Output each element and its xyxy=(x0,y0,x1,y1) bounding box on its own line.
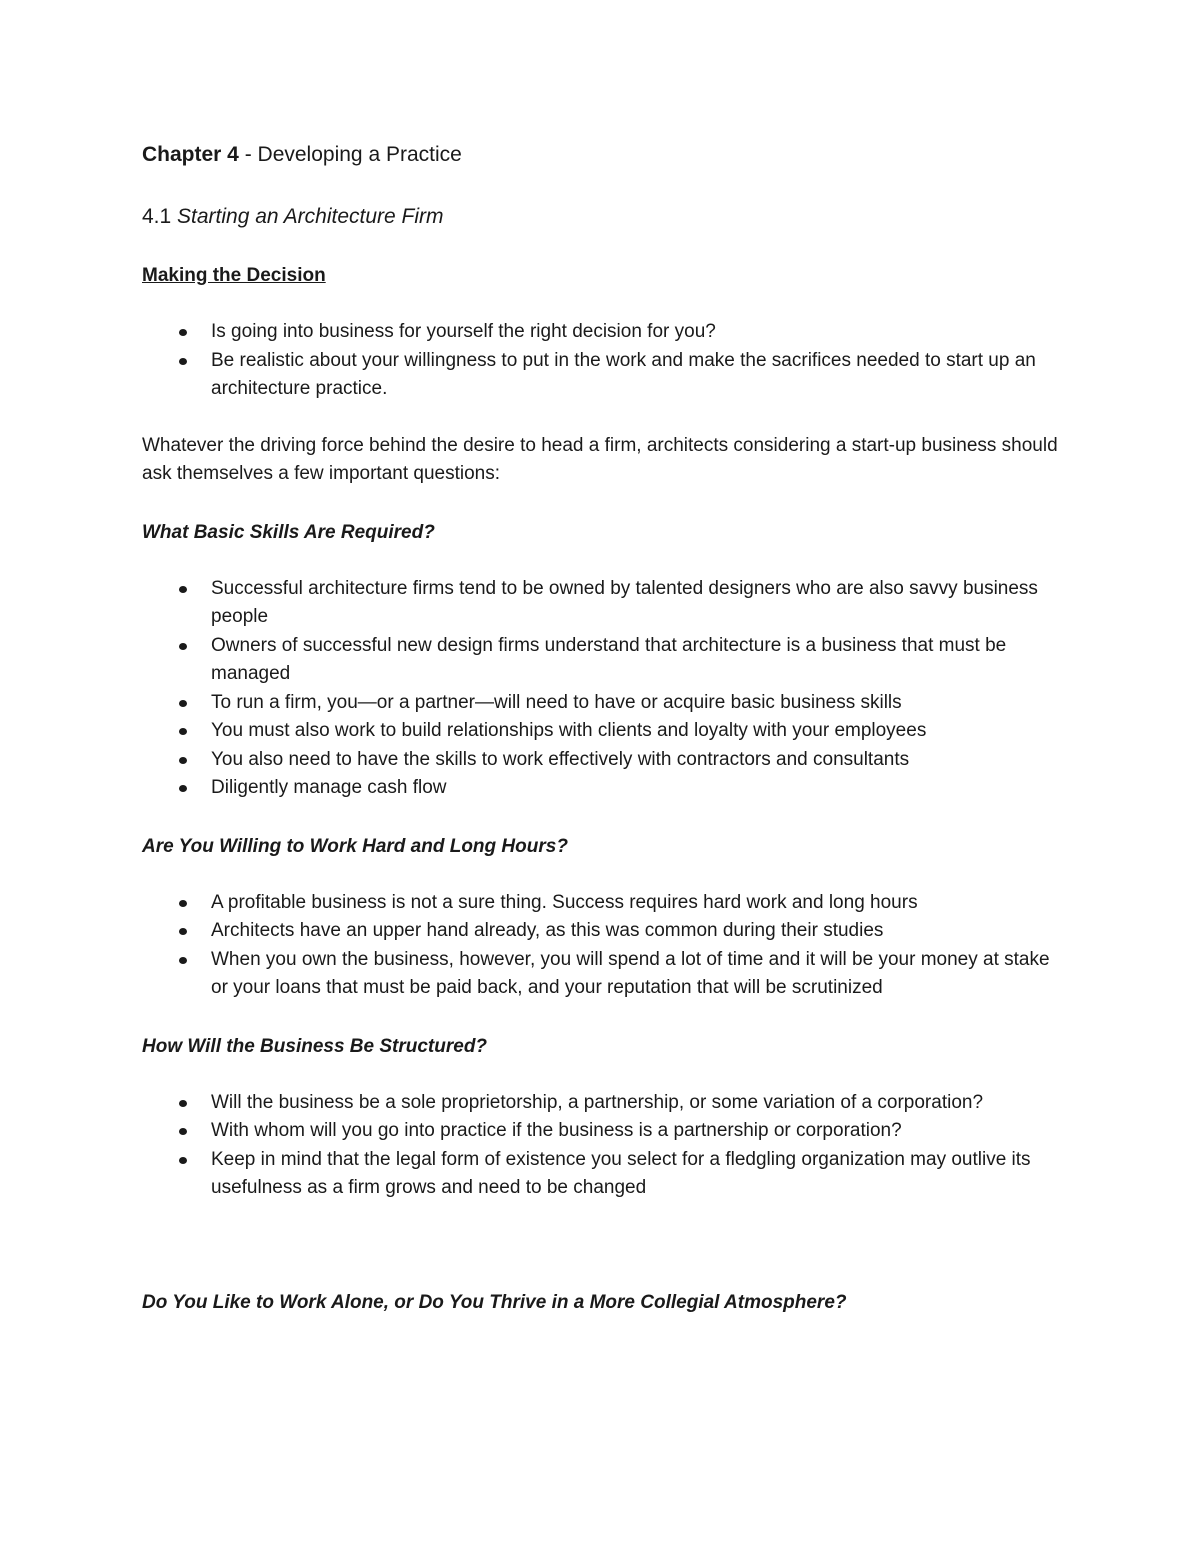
list-item xyxy=(142,689,1062,718)
list-item-text: Will the business be a sole proprietorship, a partnership, or some variation of a corporation? xyxy=(211,1091,984,1113)
heading-work-alone: Do You Like to Work Alone, or Do You Thrive in a More Collegial Atmosphere? xyxy=(142,1291,847,1313)
list-item xyxy=(142,1089,1062,1118)
list-item xyxy=(142,774,1062,803)
intro-paragraph: Whatever the driving force behind the desire to head a firm, architects considering a start-up business should ask themselves a few important questions: xyxy=(142,434,1058,484)
heading-work-hard: Are You Willing to Work Hard and Long Hours? xyxy=(142,835,568,857)
list-item-text: Be realistic about your willingness to put in the work and make the sacrifices needed to start up an architecture practice. xyxy=(211,349,1036,399)
bullet-icon xyxy=(179,1128,187,1135)
list-item xyxy=(142,946,1062,1003)
list-item xyxy=(142,889,1062,918)
bullet-icon xyxy=(179,785,187,792)
bullet-list-basic-skills xyxy=(142,575,1062,803)
list-item-text: Is going into business for yourself the right decision for you? xyxy=(211,321,716,342)
bullet-icon xyxy=(179,1100,187,1107)
list-item xyxy=(142,347,1062,404)
bullet-icon xyxy=(179,643,187,650)
chapter-title xyxy=(142,138,1062,172)
bullet-list-making-decision xyxy=(142,318,1062,404)
chapter-separator: - xyxy=(238,143,258,166)
bullet-list-structure xyxy=(142,1089,1062,1203)
list-item xyxy=(142,746,1062,775)
bullet-icon xyxy=(179,728,187,735)
section-title xyxy=(142,200,1062,234)
heading-structure: How Will the Business Be Structured? xyxy=(142,1035,488,1057)
list-item-text: Architects have an upper hand already, as this was common during their studies xyxy=(211,920,884,941)
list-item xyxy=(142,917,1062,946)
section-name: Starting an Architecture Firm xyxy=(177,205,444,228)
list-item-text: Diligently manage cash flow xyxy=(211,777,447,798)
list-item-text: With whom will you go into practice if the business is a partnership or corporation? xyxy=(211,1120,902,1141)
list-item-text: To run a firm, you—or a partner—will need to have or acquire basic business skills xyxy=(211,691,902,713)
bullet-list-work-hard xyxy=(142,889,1062,1003)
chapter-name: Developing a Practice xyxy=(257,143,462,166)
list-item xyxy=(142,1146,1062,1203)
bullet-icon xyxy=(179,957,187,964)
list-item-text: Keep in mind that the legal form of existence you select for a fledgling organization may outlive its usefulness as a firm grows and need to be changed xyxy=(211,1148,1031,1198)
document-page xyxy=(142,138,1062,1317)
list-item xyxy=(142,717,1062,746)
list-item-text: You also need to have the skills to work effectively with contractors and consultants xyxy=(211,748,910,770)
heading-making-decision: Making the Decision xyxy=(142,265,326,286)
bullet-icon xyxy=(179,900,187,907)
list-item-text: When you own the business, however, you will spend a lot of time and it will be your money at stake or your loans that must be paid back, and your reputation that will be scrutinized xyxy=(211,948,1050,998)
section-number: 4.1 xyxy=(142,205,178,228)
list-item-text: You must also work to build relationships with clients and loyalty with your employees xyxy=(211,720,927,741)
bullet-icon xyxy=(179,700,187,707)
list-item xyxy=(142,632,1062,689)
list-item-text: Owners of successful new design firms understand that architecture is a business that must be managed xyxy=(211,634,1007,684)
bullet-icon xyxy=(179,586,187,593)
list-item-text: A profitable business is not a sure thing. Success requires hard work and long hours xyxy=(211,891,918,913)
bullet-icon xyxy=(179,329,187,336)
bullet-icon xyxy=(179,757,187,764)
list-item xyxy=(142,318,1062,347)
bullet-icon xyxy=(179,1157,187,1164)
list-item xyxy=(142,575,1062,632)
heading-basic-skills: What Basic Skills Are Required? xyxy=(142,521,435,543)
bullet-icon xyxy=(179,358,187,365)
chapter-label: Chapter 4 xyxy=(142,143,239,166)
bullet-icon xyxy=(179,928,187,935)
list-item xyxy=(142,1117,1062,1146)
list-item-text: Successful architecture firms tend to be owned by talented designers who are also savvy business people xyxy=(211,577,1038,627)
